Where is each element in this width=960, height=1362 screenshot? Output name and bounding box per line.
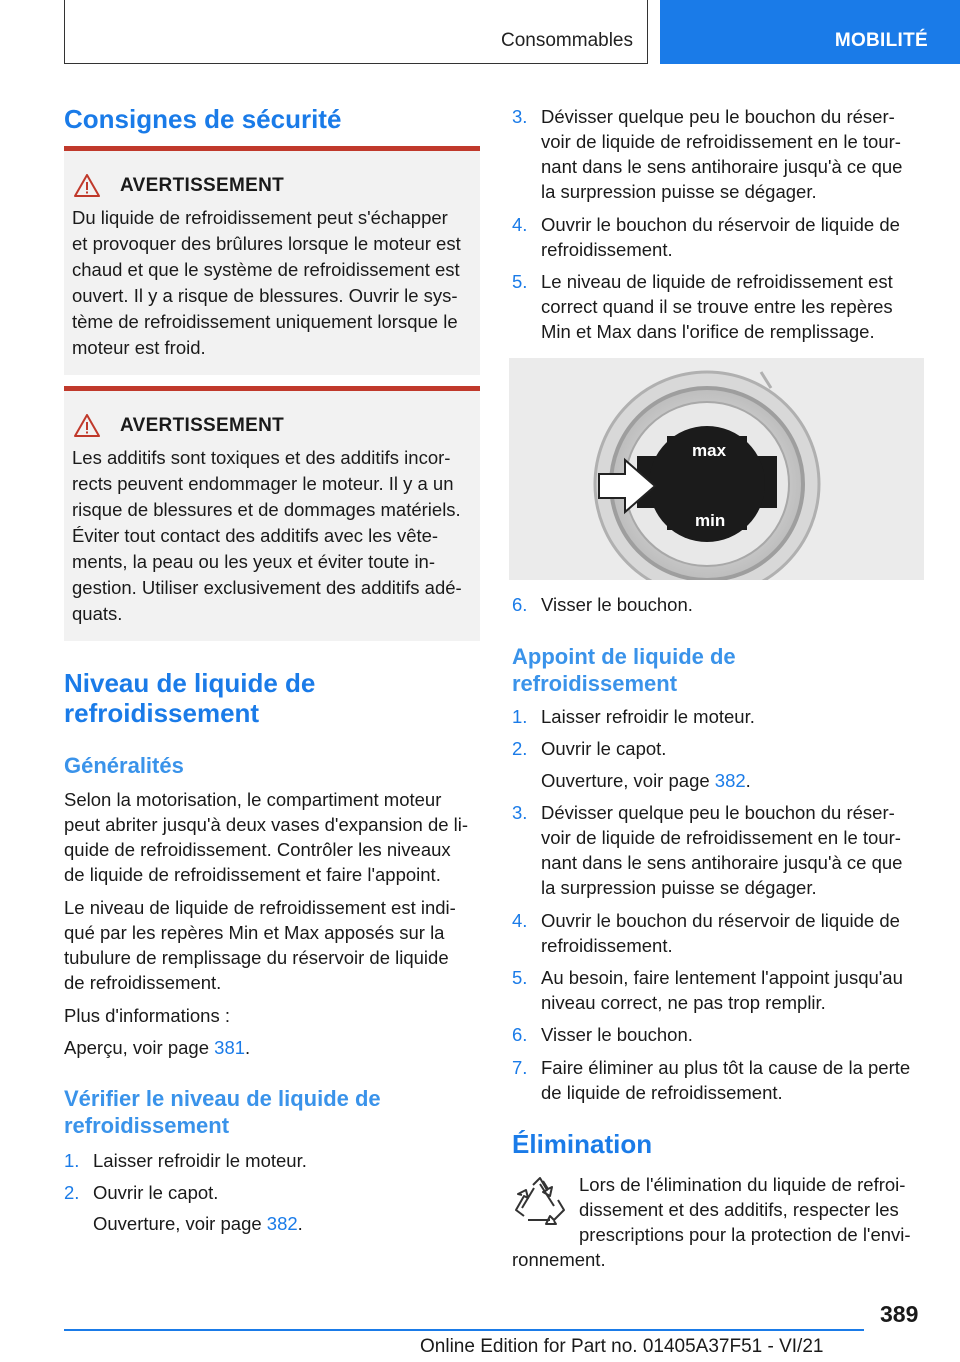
list-number: 1. bbox=[64, 1150, 80, 1171]
more-info-text: Plus d'informations : bbox=[64, 1005, 230, 1026]
footer-divider bbox=[64, 1329, 864, 1331]
footer-edition: Online Edition for Part no. 01405A37F51 - VI/21 bbox=[420, 1336, 824, 1357]
list-item bbox=[64, 1180, 480, 1205]
page-link[interactable]: 382 bbox=[714, 770, 746, 791]
text-line: dissement et des additifs, respecter les bbox=[579, 1199, 899, 1220]
warning-box-1 bbox=[64, 146, 480, 375]
level-heading-line: Niveau de liquide de bbox=[64, 668, 316, 698]
check-heading-line: refroidissement bbox=[64, 1113, 230, 1138]
level-heading-line: refroidissement bbox=[64, 698, 260, 728]
min-label: min bbox=[695, 511, 726, 530]
warning-header bbox=[74, 173, 374, 199]
general-heading: Généralités bbox=[64, 753, 184, 778]
page-number: 389 bbox=[880, 1301, 919, 1327]
warning-title: AVERTISSEMENT bbox=[120, 175, 285, 196]
text-line: niveau correct, ne pas trop remplir. bbox=[541, 992, 826, 1013]
list-item bbox=[512, 965, 924, 1015]
check-heading-line: Vérifier le niveau de liquide de bbox=[64, 1086, 381, 1111]
list-text bbox=[541, 965, 903, 1015]
text-line: Min et Max dans l'orifice de remplissage. bbox=[541, 321, 875, 342]
text-line: Le niveau de liquide de refroidissement est bbox=[541, 271, 893, 292]
warning-line: risque de blessures et de dommages matériels. bbox=[72, 499, 461, 520]
list-text: Visser le bouchon. bbox=[541, 1024, 693, 1045]
text-line: voir de liquide de refroidissement en le tour‐ bbox=[541, 131, 901, 152]
warning-line: ouvert. Il y a risque de blessures. Ouvrir le sys‐ bbox=[72, 285, 458, 306]
text-line: la surpression puisse se dégager. bbox=[541, 181, 817, 202]
overview-ref bbox=[64, 1035, 250, 1060]
warning-line: ments, la peau ou les yeux et éviter toute in‐ bbox=[72, 551, 436, 572]
list-text bbox=[541, 1055, 910, 1105]
list-text: Visser le bouchon. bbox=[541, 594, 693, 615]
list-item bbox=[512, 269, 924, 344]
text-line: prescriptions pour la protection de l'envi‐ bbox=[579, 1224, 911, 1245]
text-line: Lors de l'élimination du liquide de refroi‐ bbox=[579, 1174, 906, 1195]
warning-line: quats. bbox=[72, 603, 123, 624]
page-link[interactable]: 382 bbox=[266, 1213, 298, 1234]
list-text: Ouvrir le capot. bbox=[541, 738, 667, 759]
warning-icon bbox=[74, 174, 100, 197]
list-text bbox=[541, 212, 900, 262]
check-heading bbox=[64, 1085, 381, 1139]
list-item bbox=[512, 736, 924, 761]
list-text bbox=[541, 269, 893, 344]
header-chapter-label: MOBILITÉ bbox=[834, 30, 928, 51]
list-item bbox=[512, 212, 924, 262]
topup-heading-line: Appoint de liquide de bbox=[512, 644, 736, 669]
warning-line: Du liquide de refroidissement peut s'échapper bbox=[72, 207, 448, 228]
warning-header bbox=[74, 413, 374, 439]
topup-heading-line: refroidissement bbox=[512, 671, 678, 696]
max-label: max bbox=[692, 441, 727, 460]
overview-page-link[interactable]: 381 bbox=[214, 1037, 246, 1058]
text-line: de liquide de refroidissement. bbox=[541, 1082, 783, 1103]
list-item bbox=[512, 1055, 924, 1105]
text-line: Selon la motorisation, le compartiment moteur bbox=[64, 789, 442, 810]
list-text: Laisser refroidir le moteur. bbox=[93, 1150, 307, 1171]
list-number: 2. bbox=[64, 1182, 80, 1203]
text-line: refroidissement. bbox=[541, 239, 673, 260]
text-line: peut abriter jusqu'à deux vases d'expansion de li‐ bbox=[64, 814, 469, 835]
header-chapter-tab bbox=[660, 0, 960, 64]
level-heading bbox=[64, 668, 315, 728]
list-text: Ouvrir le capot. bbox=[93, 1182, 219, 1203]
list-item bbox=[512, 704, 924, 729]
disposal-text-indent bbox=[579, 1172, 924, 1247]
header-section-label: Consommables bbox=[501, 30, 633, 51]
text-line: Dévisser quelque peu le bouchon du réser‐ bbox=[541, 106, 895, 127]
warning-icon bbox=[74, 414, 100, 437]
text-line: nant dans le sens antihoraire jusqu'à ce que bbox=[541, 156, 903, 177]
list-number: 3. bbox=[512, 106, 528, 127]
list-number: 1. bbox=[512, 706, 528, 727]
topup-heading bbox=[512, 643, 736, 697]
list-item bbox=[512, 104, 924, 204]
warning-line: moteur est froid. bbox=[72, 337, 206, 358]
text-line: de refroidissement. bbox=[64, 972, 222, 993]
warning-text bbox=[72, 205, 476, 361]
warning-line: chaud et que le système de refroidissement est bbox=[72, 259, 460, 280]
general-paragraph-2 bbox=[64, 895, 480, 995]
warning-title: AVERTISSEMENT bbox=[120, 415, 285, 436]
list-number: 5. bbox=[512, 967, 528, 988]
recycle-icon bbox=[514, 1176, 566, 1228]
coolant-level-figure bbox=[509, 358, 924, 580]
list-item bbox=[512, 592, 924, 617]
warning-text bbox=[72, 445, 476, 627]
general-paragraph-1 bbox=[64, 787, 480, 887]
text-line: qué par les repères Min et Max apposés sur la bbox=[64, 922, 445, 943]
list-number: 6. bbox=[512, 1024, 528, 1045]
warning-line: Les additifs sont toxiques et des additifs incor‐ bbox=[72, 447, 451, 468]
ref-end: . bbox=[297, 1213, 303, 1234]
text-line: voir de liquide de refroidissement en le tour‐ bbox=[541, 827, 901, 848]
list-number: 5. bbox=[512, 271, 528, 292]
list-text bbox=[541, 800, 902, 900]
disposal-heading: Élimination bbox=[512, 1129, 653, 1159]
text-line: Ouvrir le bouchon du réservoir de liquide de bbox=[541, 214, 900, 235]
warning-box-2 bbox=[64, 386, 480, 641]
list-text: Laisser refroidir le moteur. bbox=[541, 706, 755, 727]
list-text bbox=[541, 908, 900, 958]
overview-end: . bbox=[245, 1037, 251, 1058]
coolant-cap-illustration bbox=[509, 358, 924, 580]
text-line: la surpression puisse se dégager. bbox=[541, 877, 817, 898]
warning-line: rects peuvent endommager le moteur. Il y a un bbox=[72, 473, 454, 494]
warning-line: tème de refroidissement uniquement lorsque le bbox=[72, 311, 458, 332]
safety-heading: Consignes de sécurité bbox=[64, 104, 342, 134]
list-number: 6. bbox=[512, 594, 528, 615]
warning-line: gestion. Utiliser exclusivement des additifs adé‐ bbox=[72, 577, 462, 598]
list-item bbox=[512, 1022, 924, 1047]
text-line: nant dans le sens antihoraire jusqu'à ce que bbox=[541, 852, 903, 873]
warning-line: Éviter tout contact des additifs avec les vête‐ bbox=[72, 525, 439, 546]
text-line: Dévisser quelque peu le bouchon du réser‐ bbox=[541, 802, 895, 823]
overview-text: Aperçu, voir page bbox=[64, 1037, 215, 1058]
text-line: de liquide de refroidissement et faire l'appoint. bbox=[64, 864, 441, 885]
list-number: 2. bbox=[512, 738, 528, 759]
list-item bbox=[512, 908, 924, 958]
text-line: correct quand il se trouve entre les repères bbox=[541, 296, 893, 317]
text-line: Au besoin, faire lentement l'appoint jusqu'au bbox=[541, 967, 903, 988]
header-section-tab bbox=[64, 0, 648, 64]
list-text bbox=[541, 104, 902, 204]
list-number: 7. bbox=[512, 1057, 528, 1078]
list-number: 4. bbox=[512, 910, 528, 931]
list-item bbox=[512, 800, 924, 900]
check-open-ref bbox=[93, 1211, 303, 1236]
list-item bbox=[64, 1148, 480, 1173]
topup-open-ref bbox=[541, 768, 751, 793]
text-line: Faire éliminer au plus tôt la cause de la perte bbox=[541, 1057, 911, 1078]
list-number: 4. bbox=[512, 214, 528, 235]
text-line: tubulure de remplissage du réservoir de liquide bbox=[64, 947, 449, 968]
ref-text: Ouverture, voir page bbox=[93, 1213, 267, 1234]
text-line: refroidissement. bbox=[541, 935, 673, 956]
list-number: 3. bbox=[512, 802, 528, 823]
text-line: quide de refroidissement. Contrôler les niveaux bbox=[64, 839, 451, 860]
warning-line: et provoquer des brûlures lorsque le moteur est bbox=[72, 233, 461, 254]
text-line: Le niveau de liquide de refroidissement est indi‐ bbox=[64, 897, 456, 918]
ref-text: Ouverture, voir page bbox=[541, 770, 715, 791]
disposal-text-end: ronnement. bbox=[512, 1249, 606, 1270]
text-line: Ouvrir le bouchon du réservoir de liquide de bbox=[541, 910, 900, 931]
ref-end: . bbox=[745, 770, 751, 791]
